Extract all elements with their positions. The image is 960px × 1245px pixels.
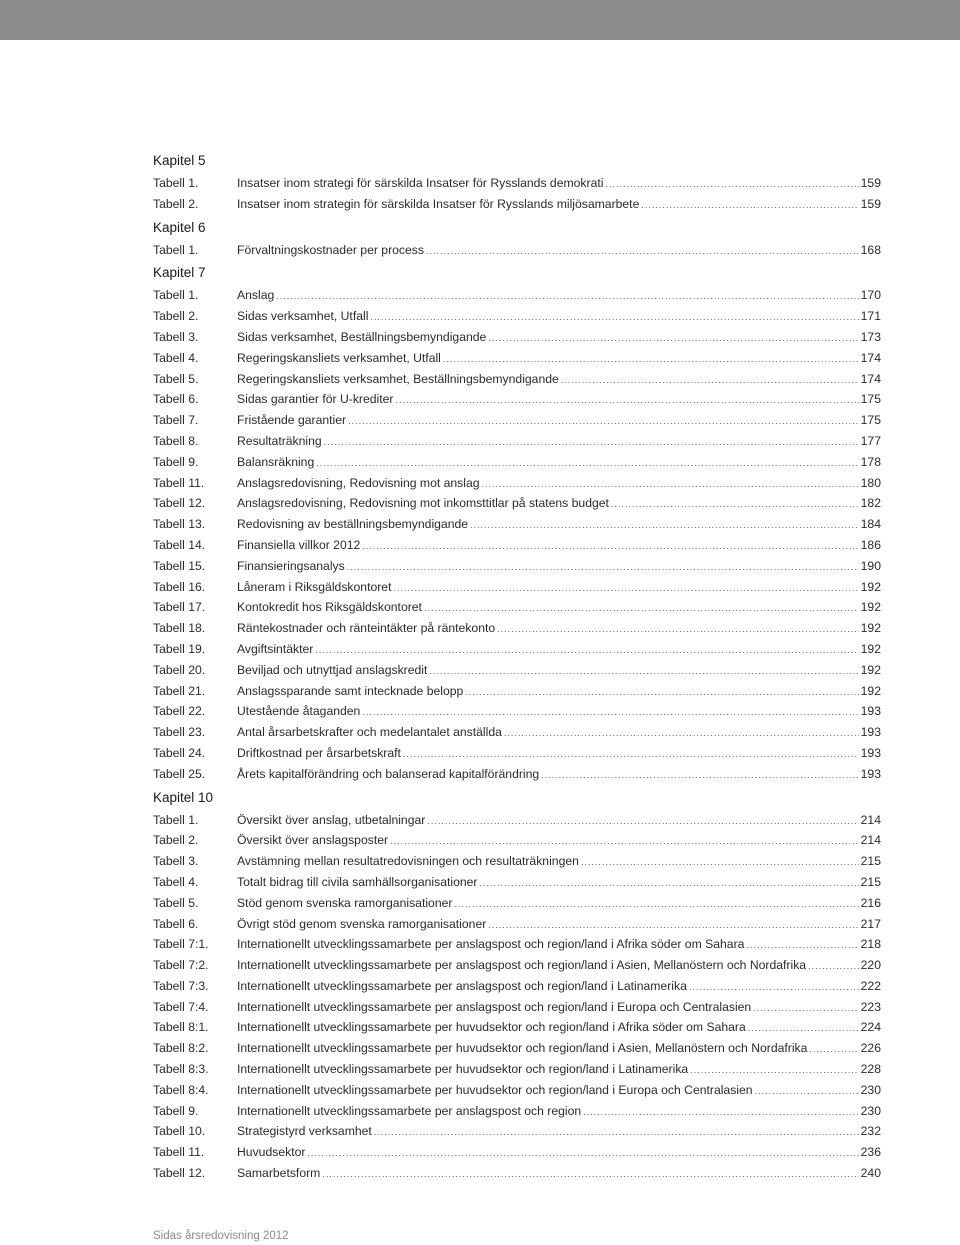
table-number: Tabell 1. bbox=[153, 288, 199, 303]
toc-entry[interactable] bbox=[153, 194, 881, 215]
dot-leader bbox=[689, 977, 859, 998]
dot-leader bbox=[605, 174, 858, 195]
page-number: 230 bbox=[860, 1103, 881, 1118]
page-number: 215 bbox=[860, 874, 881, 889]
toc-entry[interactable] bbox=[153, 810, 881, 831]
page-number: 175 bbox=[860, 413, 881, 428]
page-number: 190 bbox=[860, 558, 881, 573]
table-number: Tabell 7. bbox=[153, 413, 199, 428]
table-title: Avgiftsintäkter bbox=[237, 641, 314, 656]
table-number: Tabell 8:2. bbox=[153, 1041, 209, 1056]
page-number: 171 bbox=[860, 309, 881, 324]
toc-entry[interactable] bbox=[153, 893, 881, 914]
toc-entry[interactable] bbox=[153, 369, 881, 390]
dot-leader bbox=[809, 1039, 858, 1060]
toc-entry[interactable] bbox=[153, 410, 881, 431]
table-number: Tabell 7:3. bbox=[153, 978, 209, 993]
dot-leader bbox=[488, 328, 858, 349]
page-number: 223 bbox=[860, 999, 881, 1014]
table-title: Anslagsredovisning, Redovisning mot anslag bbox=[237, 475, 480, 490]
table-number: Tabell 10. bbox=[153, 1124, 206, 1139]
table-title: Totalt bidrag till civila samhällsorganisationer bbox=[237, 874, 478, 889]
dot-leader bbox=[504, 723, 859, 744]
table-number: Tabell 18. bbox=[153, 621, 206, 636]
table-title: Kontokredit hos Riksgäldskontoret bbox=[237, 600, 422, 615]
dot-leader bbox=[307, 1143, 858, 1164]
table-number: Tabell 23. bbox=[153, 725, 206, 740]
table-number: Tabell 20. bbox=[153, 662, 206, 677]
toc-entry[interactable] bbox=[153, 1059, 881, 1080]
table-title: Huvudsektor bbox=[237, 1145, 306, 1160]
page-number: 173 bbox=[860, 329, 881, 344]
table-title: Internationellt utvecklingssamarbete per huvudsektor och region/land i Latinamerika bbox=[237, 1062, 689, 1077]
page-number: 240 bbox=[860, 1166, 881, 1181]
table-title: Anslagsredovisning, Redovisning mot inkomsttitlar på statens budget bbox=[237, 496, 609, 511]
table-title: Regeringskansliets verksamhet, Beställningsbemyndigande bbox=[237, 371, 559, 386]
table-number: Tabell 17. bbox=[153, 600, 206, 615]
table-number: Tabell 2. bbox=[153, 196, 199, 211]
table-title: Finansieringsanalys bbox=[237, 558, 345, 573]
table-title: Samarbetsform bbox=[237, 1166, 321, 1181]
toc-entry[interactable] bbox=[153, 764, 881, 785]
table-number: Tabell 24. bbox=[153, 745, 206, 760]
toc-entry[interactable] bbox=[153, 997, 881, 1018]
table-title: Låneram i Riksgäldskontoret bbox=[237, 579, 392, 594]
table-number: Tabell 22. bbox=[153, 704, 206, 719]
dot-leader bbox=[390, 831, 859, 852]
toc-entry[interactable] bbox=[153, 722, 881, 743]
toc-entry[interactable] bbox=[153, 1142, 881, 1163]
dot-leader bbox=[315, 640, 858, 661]
toc-entry[interactable] bbox=[153, 1101, 881, 1122]
dot-leader bbox=[482, 474, 859, 495]
dot-leader bbox=[470, 515, 859, 536]
table-number: Tabell 19. bbox=[153, 641, 206, 656]
table-number: Tabell 2. bbox=[153, 309, 199, 324]
page-number: 174 bbox=[860, 350, 881, 365]
chapter-heading: Kapitel 10 bbox=[153, 789, 214, 805]
table-number: Tabell 21. bbox=[153, 683, 206, 698]
dot-leader bbox=[479, 873, 858, 894]
dot-leader bbox=[324, 432, 859, 453]
table-number: Tabell 11. bbox=[153, 1145, 205, 1160]
table-number: Tabell 2. bbox=[153, 833, 199, 848]
dot-leader bbox=[424, 598, 859, 619]
table-title: Sidas verksamhet, Utfall bbox=[237, 309, 369, 324]
table-title: Internationellt utvecklingssamarbete per anslagspost och region/land i Europa och Centralasien bbox=[237, 999, 752, 1014]
dot-leader bbox=[690, 1060, 858, 1081]
table-number: Tabell 6. bbox=[153, 392, 199, 407]
table-title: Strategistyrd verksamhet bbox=[237, 1124, 372, 1139]
table-title: Internationellt utvecklingssamarbete per anslagspost och region bbox=[237, 1103, 582, 1118]
dot-leader bbox=[393, 578, 858, 599]
dot-leader bbox=[488, 915, 858, 936]
table-number: Tabell 12. bbox=[153, 496, 206, 511]
chapter-heading: Kapitel 6 bbox=[153, 219, 206, 235]
table-number: Tabell 3. bbox=[153, 329, 199, 344]
table-number: Tabell 15. bbox=[153, 558, 206, 573]
dot-leader bbox=[581, 852, 859, 873]
page-number: 159 bbox=[860, 196, 881, 211]
table-title: Övrigt stöd genom svenska ramorganisationer bbox=[237, 916, 487, 931]
table-title: Regeringskansliets verksamhet, Utfall bbox=[237, 350, 441, 365]
toc-entry[interactable] bbox=[153, 914, 881, 935]
table-number: Tabell 8. bbox=[153, 433, 199, 448]
table-title: Avstämning mellan resultatredovisningen och resultaträkningen bbox=[237, 854, 579, 869]
page-number: 217 bbox=[860, 916, 881, 931]
page-number: 192 bbox=[860, 621, 881, 636]
table-title: Balansräkning bbox=[237, 454, 315, 469]
dot-leader bbox=[443, 349, 859, 370]
page-number: 222 bbox=[860, 978, 881, 993]
table-title: Sidas verksamhet, Beställningsbemyndigande bbox=[237, 329, 487, 344]
toc-entry[interactable] bbox=[153, 1163, 881, 1184]
dot-leader bbox=[347, 557, 859, 578]
toc-entry[interactable] bbox=[153, 597, 881, 618]
table-title: Anslag bbox=[237, 288, 275, 303]
dot-leader bbox=[403, 744, 859, 765]
dot-leader bbox=[561, 370, 859, 391]
page-number: 218 bbox=[860, 937, 881, 952]
toc-entry[interactable] bbox=[153, 285, 881, 306]
toc-entry[interactable] bbox=[153, 240, 881, 261]
table-number: Tabell 11. bbox=[153, 475, 205, 490]
page-number: 192 bbox=[860, 662, 881, 677]
table-number: Tabell 8:4. bbox=[153, 1082, 209, 1097]
table-number: Tabell 13. bbox=[153, 517, 206, 532]
table-number: Tabell 5. bbox=[153, 895, 199, 910]
page-number: 226 bbox=[860, 1041, 881, 1056]
dot-leader bbox=[374, 1122, 859, 1143]
dot-leader bbox=[348, 411, 859, 432]
table-title: Utestående åtaganden bbox=[237, 704, 361, 719]
page-number: 216 bbox=[860, 895, 881, 910]
page-number: 174 bbox=[860, 371, 881, 386]
page-number: 236 bbox=[860, 1145, 881, 1160]
dot-leader bbox=[755, 1081, 859, 1102]
page-number: 193 bbox=[860, 766, 881, 781]
page-number: 220 bbox=[860, 958, 881, 973]
dot-leader bbox=[316, 453, 858, 474]
page-number: 214 bbox=[860, 812, 881, 827]
table-number: Tabell 14. bbox=[153, 537, 206, 552]
dot-leader bbox=[322, 1164, 858, 1185]
dot-leader bbox=[395, 390, 858, 411]
page-number: 193 bbox=[860, 745, 881, 760]
toc-entry[interactable] bbox=[153, 348, 881, 369]
dot-leader bbox=[276, 286, 858, 307]
dot-leader bbox=[362, 702, 858, 723]
table-title: Räntekostnader och ränteintäkter på räntekonto bbox=[237, 621, 496, 636]
table-title: Översikt över anslagsposter bbox=[237, 833, 389, 848]
dot-leader bbox=[427, 811, 858, 832]
table-number: Tabell 7:2. bbox=[153, 958, 209, 973]
table-title: Resultaträkning bbox=[237, 433, 322, 448]
toc-entry[interactable] bbox=[153, 1038, 881, 1059]
page-number: 193 bbox=[860, 725, 881, 740]
table-number: Tabell 8:1. bbox=[153, 1020, 209, 1035]
dot-leader bbox=[454, 894, 858, 915]
table-title: Internationellt utvecklingssamarbete per huvudsektor och region/land i Afrika söder om Sahara bbox=[237, 1020, 746, 1035]
table-number: Tabell 8:3. bbox=[153, 1062, 209, 1077]
toc-entry[interactable] bbox=[153, 1121, 881, 1142]
toc-entry[interactable] bbox=[153, 955, 881, 976]
table-title: Internationellt utvecklingssamarbete per anslagspost och region/land i Latinamerika bbox=[237, 978, 687, 993]
table-number: Tabell 9. bbox=[153, 454, 199, 469]
dot-leader bbox=[429, 661, 858, 682]
table-title: Finansiella villkor 2012 bbox=[237, 537, 361, 552]
dot-leader bbox=[541, 765, 858, 786]
toc-entry[interactable] bbox=[153, 1080, 881, 1101]
toc-entry[interactable] bbox=[153, 618, 881, 639]
table-title: Stöd genom svenska ramorganisationer bbox=[237, 895, 453, 910]
page-number: 184 bbox=[860, 517, 881, 532]
dot-leader bbox=[753, 998, 858, 1019]
table-title: Beviljad och utnyttjad anslagskredit bbox=[237, 662, 428, 677]
toc-entry[interactable] bbox=[153, 173, 881, 194]
table-title: Fristående garantier bbox=[237, 413, 347, 428]
dot-leader bbox=[748, 1018, 859, 1039]
page-number: 215 bbox=[860, 854, 881, 869]
table-title: Antal årsarbetskrafter och medelantalet anställda bbox=[237, 725, 502, 740]
dot-leader bbox=[465, 682, 858, 703]
toc-entry[interactable] bbox=[153, 389, 881, 410]
table-of-contents bbox=[153, 148, 881, 1184]
table-number: Tabell 5. bbox=[153, 371, 199, 386]
toc-entry[interactable] bbox=[153, 743, 881, 764]
table-number: Tabell 4. bbox=[153, 350, 199, 365]
table-number: Tabell 1. bbox=[153, 812, 199, 827]
toc-entry[interactable] bbox=[153, 556, 881, 577]
toc-entry[interactable] bbox=[153, 681, 881, 702]
page-number: 175 bbox=[860, 392, 881, 407]
dot-leader bbox=[611, 494, 859, 515]
chapter-heading: Kapitel 7 bbox=[153, 265, 206, 281]
table-title: Sidas garantier för U-krediter bbox=[237, 392, 394, 407]
table-number: Tabell 7:4. bbox=[153, 999, 209, 1014]
page-number: 228 bbox=[860, 1062, 881, 1077]
toc-entry[interactable] bbox=[153, 1017, 881, 1038]
page-number: 214 bbox=[860, 833, 881, 848]
toc-entry[interactable] bbox=[153, 535, 881, 556]
toc-entry[interactable] bbox=[153, 473, 881, 494]
table-title: Förvaltningskostnader per process bbox=[237, 242, 424, 257]
page-footer: Sidas årsredovisning 2012 bbox=[153, 1230, 289, 1242]
toc-entry[interactable] bbox=[153, 872, 881, 893]
table-title: Internationellt utvecklingssamarbete per huvudsektor och region/land i Europa och Centralasien bbox=[237, 1082, 753, 1097]
page-number: 186 bbox=[860, 537, 881, 552]
table-title: Internationellt utvecklingssamarbete per anslagspost och region/land i Asien, Mellanöstern och Nordafrika bbox=[237, 958, 807, 973]
page-number: 192 bbox=[860, 600, 881, 615]
toc-entry[interactable] bbox=[153, 577, 881, 598]
table-number: Tabell 9. bbox=[153, 1103, 199, 1118]
toc-entry[interactable] bbox=[153, 934, 881, 955]
toc-entry[interactable] bbox=[153, 306, 881, 327]
table-number: Tabell 25. bbox=[153, 766, 206, 781]
toc-entry[interactable] bbox=[153, 701, 881, 722]
table-title: Internationellt utvecklingssamarbete per huvudsektor och region/land i Asien, Mellanöstern och Nordafrika bbox=[237, 1041, 808, 1056]
page-number: 178 bbox=[860, 454, 881, 469]
toc-entry[interactable] bbox=[153, 660, 881, 681]
table-title: Anslagssparande samt intecknade belopp bbox=[237, 683, 464, 698]
table-number: Tabell 3. bbox=[153, 854, 199, 869]
table-number: Tabell 1. bbox=[153, 242, 199, 257]
dot-leader bbox=[370, 307, 858, 328]
dot-leader bbox=[641, 195, 858, 216]
dot-leader bbox=[583, 1102, 858, 1123]
page-number: 193 bbox=[860, 704, 881, 719]
page-number: 177 bbox=[860, 433, 881, 448]
table-number: Tabell 1. bbox=[153, 176, 199, 190]
top-banner bbox=[0, 0, 960, 40]
toc-entry[interactable] bbox=[153, 452, 881, 473]
table-title: Redovisning av beställningsbemyndigande bbox=[237, 517, 469, 532]
page-number: 182 bbox=[860, 496, 881, 511]
table-number: Tabell 12. bbox=[153, 1166, 206, 1181]
toc-entry[interactable] bbox=[153, 431, 881, 452]
dot-leader bbox=[497, 619, 859, 640]
page-number: 192 bbox=[860, 683, 881, 698]
page-number: 224 bbox=[860, 1020, 881, 1035]
table-title: Insatser inom strategi för särskilda Insatser för Rysslands demokrati bbox=[237, 176, 604, 190]
table-number: Tabell 4. bbox=[153, 874, 199, 889]
table-title: Driftkostnad per årsarbetskraft bbox=[237, 745, 401, 760]
table-title: Årets kapitalförändring och balanserad kapitalförändring bbox=[237, 766, 540, 781]
table-number: Tabell 16. bbox=[153, 579, 206, 594]
toc-entry[interactable] bbox=[153, 976, 881, 997]
page-number: 170 bbox=[860, 288, 881, 303]
dot-leader bbox=[426, 241, 859, 262]
page-number: 230 bbox=[860, 1082, 881, 1097]
dot-leader bbox=[746, 935, 858, 956]
toc-entry[interactable] bbox=[153, 830, 881, 851]
toc-entry[interactable] bbox=[153, 327, 881, 348]
chapter-heading: Kapitel 5 bbox=[153, 153, 206, 168]
toc-entry[interactable] bbox=[153, 514, 881, 535]
table-title: Internationellt utvecklingssamarbete per anslagspost och region/land i Afrika söder om Sahara bbox=[237, 937, 745, 952]
table-number: Tabell 6. bbox=[153, 916, 199, 931]
page-number: 192 bbox=[860, 579, 881, 594]
table-title: Översikt över anslag, utbetalningar bbox=[237, 812, 426, 827]
dot-leader bbox=[362, 536, 858, 557]
table-title: Insatser inom strategin för särskilda Insatser för Rysslands miljösamarbete bbox=[237, 196, 640, 211]
toc-entry[interactable] bbox=[153, 639, 881, 660]
toc-entry[interactable] bbox=[153, 851, 881, 872]
page-number: 192 bbox=[860, 641, 881, 656]
page-number: 232 bbox=[860, 1124, 881, 1139]
page-number: 180 bbox=[860, 475, 881, 490]
page-number: 168 bbox=[860, 242, 881, 257]
page-number: 159 bbox=[860, 176, 881, 190]
dot-leader bbox=[808, 956, 859, 977]
table-number: Tabell 7:1. bbox=[153, 937, 209, 952]
toc-entry[interactable] bbox=[153, 493, 881, 514]
